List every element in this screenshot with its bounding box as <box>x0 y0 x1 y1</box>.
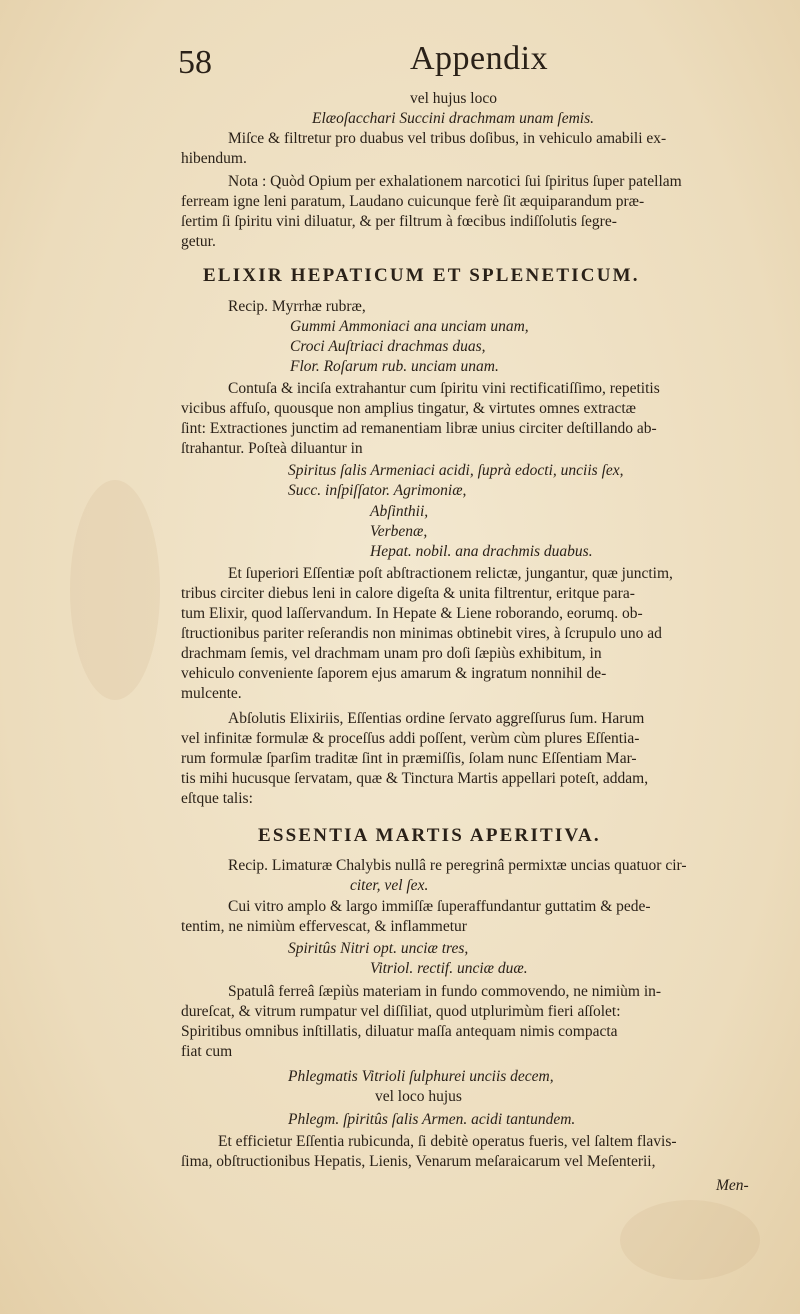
text-line: tentim, ne nimiùm effervescat, & inflammetur <box>181 918 467 935</box>
text-line: Recip. Limaturæ Chalybis nullâ re peregrinâ permixtæ uncias quatuor cir- <box>228 857 687 874</box>
text-line: Recip. Myrrhæ rubræ, <box>228 298 366 315</box>
text-line: tribus circiter diebus leni in calore digeſta & unita filtrentur, eritque para- <box>181 585 635 602</box>
text-line: Gummi Ammoniaci ana unciam unam, <box>290 318 529 335</box>
text-line: Spiritus ſalis Armeniaci acidi, ſuprà edocti, unciis ſex, <box>288 462 624 479</box>
section-heading: ESSENTIA MARTIS APERITIVA. <box>258 825 601 846</box>
text-line: mulcente. <box>181 685 242 702</box>
text-line: ſertim ſi ſpiritu vini diluatur, & per filtrum à fœcibus indiſſolutis ſegre- <box>181 213 617 230</box>
text-line: ſima, obſtructionibus Hepatis, Lienis, Venarum meſaraicarum vel Meſenterii, <box>181 1153 656 1170</box>
text-line: vel hujus loco <box>410 90 497 107</box>
text-line: getur. <box>181 233 216 250</box>
text-line: vel infinitæ formulæ & proceſſus addi poſſent, verùm cùm plures Eſſentia- <box>181 730 640 747</box>
text-line: tum Elixir, quod laſſervandum. In Hepate & Liene roborando, eorumq. ob- <box>181 605 643 622</box>
text-line: rum formulæ ſparſim traditæ ſint in præmiſſis, ſolam nunc Eſſentiam Mar- <box>181 750 637 767</box>
text-line: Croci Auſtriaci drachmas duas, <box>290 338 486 355</box>
text-line: ſint: Extractiones junctim ad remanentiam libræ unius circiter deſtillando ab- <box>181 420 657 437</box>
text-line: ſtructionibus pariter reſerandis non minimas obtinebit vires, à ſcrupulo uno ad <box>181 625 662 642</box>
text-line: fiat cum <box>181 1043 233 1060</box>
text-line: Spiritibus omnibus inſtillatis, diluatur maſſa antequam nimis compacta <box>181 1023 618 1040</box>
text-line: Elæoſacchari Succini drachmam unam ſemis. <box>312 110 594 127</box>
text-line: vel loco hujus <box>375 1088 462 1105</box>
text-line: tis mihi hucusque ſervatam, quæ & Tinctura Martis appellari poteſt, addam, <box>181 770 649 787</box>
text-line: Flor. Roſarum rub. unciam unam. <box>290 358 499 375</box>
text-line: ferream igne leni paratum, Laudano cuicunque ferè ſit æquiparandum præ- <box>181 193 645 210</box>
text-line: Phlegmatis Vitrioli ſulphurei unciis decem, <box>288 1068 554 1085</box>
text-line: ſtrahantur. Poſteà diluantur in <box>181 440 363 457</box>
section-heading: ELIXIR HEPATICUM ET SPLENETICUM. <box>203 265 640 286</box>
text-line: Contuſa & inciſa extrahantur cum ſpiritu vini rectificatiſſimo, repetitis <box>228 380 660 397</box>
text-line: Nota : Quòd Opium per exhalationem narcotici ſui ſpiritus ſuper patellam <box>228 173 682 190</box>
text-line: Abſinthii, <box>370 503 429 520</box>
text-line: Verbenæ, <box>370 523 428 540</box>
text-line: Vitriol. rectif. unciæ duæ. <box>370 960 528 977</box>
page-number: 58 <box>178 44 212 81</box>
paper-stain <box>70 480 160 700</box>
text-line: Et ſuperiori Eſſentiæ poſt abſtractionem relictæ, jungantur, quæ junctim, <box>228 565 673 582</box>
text-line: Abſolutis Elixiriis, Eſſentias ordine ſervato aggreſſurus ſum. Harum <box>228 710 645 727</box>
text-line: Et efficietur Eſſentia rubicunda, ſi debitè operatus fueris, vel ſaltem flavis- <box>218 1133 677 1150</box>
text-line: vehiculo conveniente ſaporem ejus amarum & ingratum nonnihil de- <box>181 665 607 682</box>
text-line: Spatulâ ferreâ ſæpiùs materiam in fundo commovendo, ne nimiùm in- <box>228 983 662 1000</box>
text-line: dureſcat, & vitrum rumpatur vel diſſiliat, quod utplurimùm fieri aſſolet: <box>181 1003 621 1020</box>
text-line: Phlegm. ſpiritûs ſalis Armen. acidi tantundem. <box>288 1111 576 1128</box>
text-line: vicibus affuſo, quousque non amplius tingatur, & virtutes omnes extractæ <box>181 400 636 417</box>
running-title: Appendix <box>410 40 549 77</box>
text-line: Hepat. nobil. ana drachmis duabus. <box>370 543 593 560</box>
text-line: hibendum. <box>181 150 247 167</box>
text-line: Men- <box>716 1177 749 1194</box>
text-line: Miſce & filtretur pro duabus vel tribus doſibus, in vehiculo amabili ex- <box>228 130 667 147</box>
text-line: Succ. inſpiſſator. Agrimoniæ, <box>288 482 467 499</box>
text-line: Cui vitro amplo & largo immiſſæ ſuperaffundantur guttatim & pede- <box>228 898 651 915</box>
text-line: drachmam ſemis, vel drachmam unam pro doſi ſæpiùs exhibitum, in <box>181 645 602 662</box>
text-line: citer, vel ſex. <box>350 877 429 894</box>
text-line: eſtque talis: <box>181 790 253 807</box>
text-line: Spiritûs Nitri opt. unciæ tres, <box>288 940 469 957</box>
paper-stain <box>620 1200 760 1280</box>
